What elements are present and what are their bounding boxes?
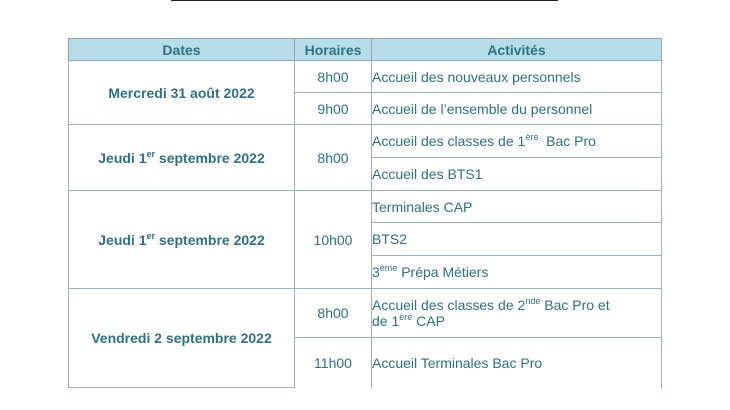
activity-cell: 3ème Prépa Métiers	[372, 256, 662, 289]
time-cell: 10h00	[295, 191, 372, 289]
header-row	[69, 39, 662, 61]
date-cell	[69, 289, 295, 388]
date-cell	[69, 125, 295, 191]
schedule-table	[68, 38, 662, 388]
date-cell	[69, 61, 295, 125]
activity-cell: Accueil Terminales Bac Pro	[372, 338, 662, 388]
activity-cell: Terminales CAP	[372, 191, 662, 223]
date-label: Jeudi 1er septembre 2022	[98, 148, 265, 166]
date-cell	[69, 191, 295, 289]
header-horaires: Horaires	[295, 39, 372, 61]
date-label: Jeudi 1er septembre 2022	[98, 230, 265, 248]
table-row	[69, 61, 662, 93]
table-row	[69, 191, 662, 223]
date-label: Vendredi 2 septembre 2022	[91, 330, 272, 346]
time-cell: 8h00	[295, 125, 372, 191]
table-row	[69, 289, 662, 338]
activity-cell: Accueil de l’ensemble du personnel	[372, 93, 662, 125]
date-label: Mercredi 31 août 2022	[108, 84, 255, 101]
time-cell: 9h00	[295, 93, 372, 125]
activity-cell: BTS2	[372, 223, 662, 256]
activity-cell: Accueil des classes de 1ère Bac Pro	[372, 125, 662, 158]
activity-cell: Accueil des nouveaux personnels	[372, 61, 662, 93]
header-dates: Dates	[69, 39, 295, 61]
activity-cell: Accueil des classes de 2nde Bac Pro et de 1ère CAP	[372, 289, 662, 338]
time-cell: 8h00	[295, 61, 372, 93]
header-activites: Activités	[372, 39, 662, 61]
time-cell: 8h00	[295, 289, 372, 338]
time-cell: 11h00	[295, 338, 372, 388]
activity-cell: Accueil des BTS1	[372, 158, 662, 191]
top-rule	[171, 0, 558, 1]
table-row	[69, 125, 662, 158]
